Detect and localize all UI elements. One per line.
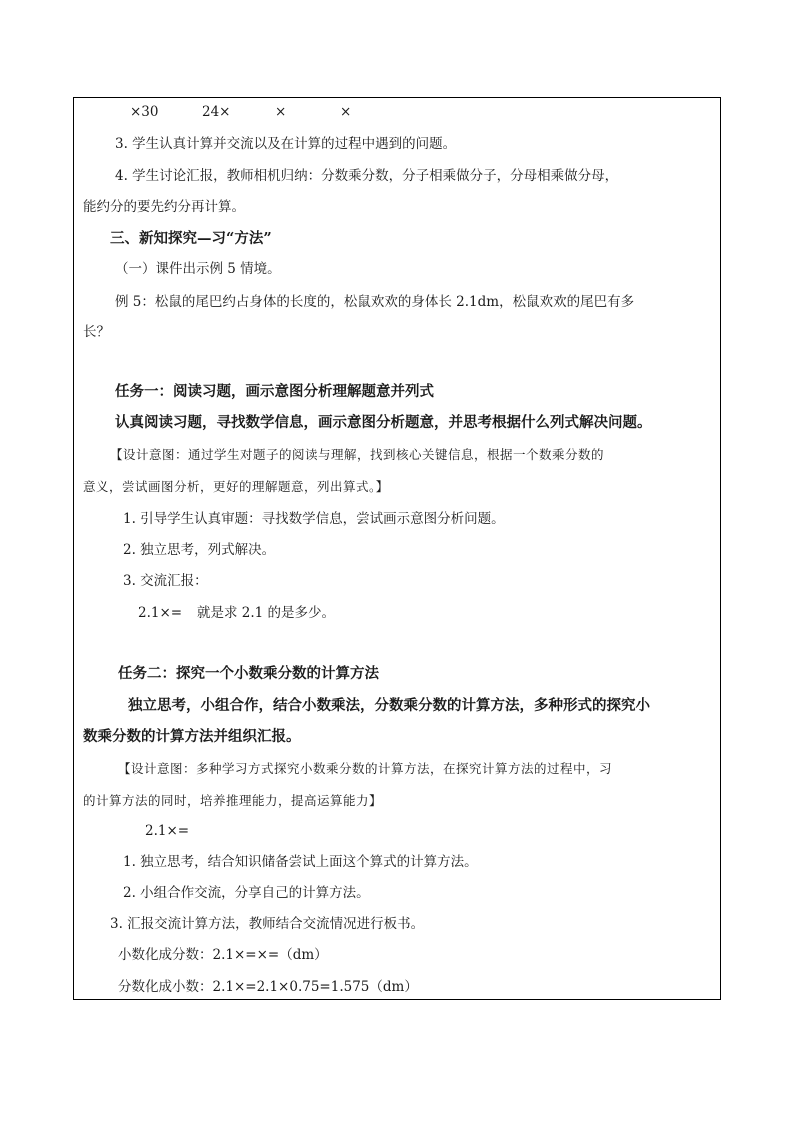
design-intent-2: 【设计意图：多种学习方式探究小数乘分数的计算方法，在探究计算方法的过程中，习 bbox=[118, 761, 613, 776]
task-2-description: 独立思考，小组合作，结合小数乘法，分数乘分数的计算方法，多种形式的探究小 bbox=[128, 697, 650, 714]
example-5-text: 例 5：松鼠的尾巴约占身体的长度的，松鼠欢欢的身体长 2.1dm，松鼠欢欢的尾巴有多 bbox=[115, 294, 635, 310]
design-intent-1-continuation: 意义，尝试画图分析，更好的理解题意，列出算式。】 bbox=[83, 479, 389, 494]
formula-2: 2.1×= bbox=[145, 823, 190, 839]
task-1-step-3: 3. 交流汇报： bbox=[123, 573, 208, 589]
design-intent-2-continuation: 的计算方法的同时，培养推理能力，提高运算能力】 bbox=[83, 793, 383, 808]
task-1-step-2: 2. 独立思考，列式解决。 bbox=[123, 542, 276, 558]
task-2-description-continuation: 数乘分数的计算方法并组织汇报。 bbox=[83, 728, 301, 745]
task-1-description: 认真阅读习题，寻找数学信息，画示意图分析题意，并思考根据什么列式解决问题。 bbox=[115, 414, 652, 431]
section-3-heading: 三、新知探究—习“方法” bbox=[110, 230, 272, 247]
step-4-continuation: 能约分的要先约分再计算。 bbox=[83, 199, 245, 215]
step-4-text: 4. 学生讨论汇报，教师相机归纳：分数乘分数，分子相乘做分子，分母相乘做分母， bbox=[115, 168, 619, 184]
task-1-heading: 任务一：阅读习题，画示意图分析理解题意并列式 bbox=[115, 383, 434, 400]
formula-1: 2.1×= bbox=[138, 605, 183, 621]
formula-1-explanation: 就是求 2.1 的是多少。 bbox=[197, 605, 336, 621]
task-1-step-1: 1. 引导学生认真审题：寻找数学信息，尝试画示意图分析问题。 bbox=[123, 511, 505, 527]
task-2-step-1: 1. 独立思考，结合知识储备尝试上面这个算式的计算方法。 bbox=[123, 854, 478, 870]
multiplication-row-item: ×30 bbox=[130, 104, 159, 120]
task-2-step-2: 2. 小组合作交流，分享自己的计算方法。 bbox=[123, 885, 370, 901]
multiplication-row-item: × bbox=[340, 104, 352, 120]
method-decimal-to-fraction: 小数化成分数：2.1×=×=（dm） bbox=[118, 947, 328, 963]
method-fraction-to-decimal: 分数化成小数：2.1×=2.1×0.75=1.575（dm） bbox=[118, 979, 418, 995]
multiplication-row-item: × bbox=[275, 104, 287, 120]
example-5-continuation: 长？ bbox=[83, 324, 110, 340]
task-2-step-3: 3. 汇报交流计算方法，教师结合交流情况进行板书。 bbox=[110, 916, 425, 932]
task-2-heading: 任务二：探究一个小数乘分数的计算方法 bbox=[118, 665, 379, 682]
step-3-text: 3. 学生认真计算并交流以及在计算的过程中遇到的问题。 bbox=[115, 136, 457, 152]
multiplication-row-item: 24× bbox=[202, 104, 231, 120]
subsection-1-text: （一）课件出示例 5 情境。 bbox=[115, 261, 281, 277]
design-intent-1: 【设计意图：通过学生对题子的阅读与理解，找到核心关键信息，根据一个数乘分数的 bbox=[110, 447, 605, 462]
